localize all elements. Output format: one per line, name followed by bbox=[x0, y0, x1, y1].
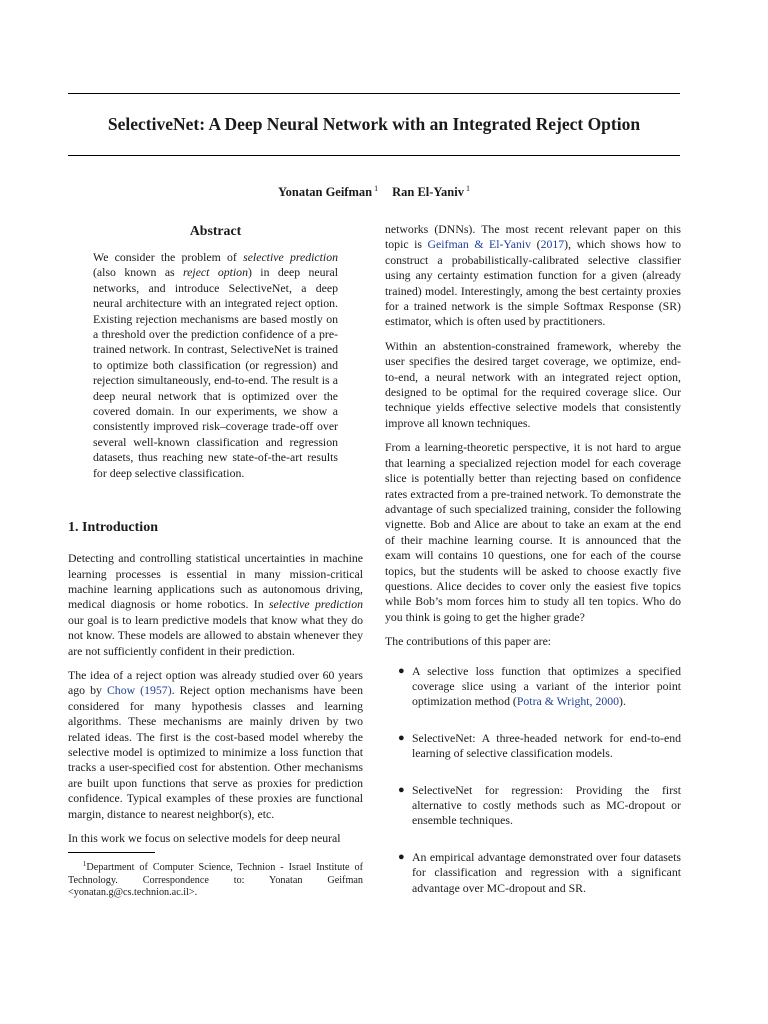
affiliation-footnote: $^1$Department of Computer Science, Technion - Israel Institute of Technology. Correspondence to: Yonatan Geifman <yonatan.g@cs.technion.ac.il>. bbox=[68, 860, 363, 898]
author-list bbox=[68, 181, 680, 200]
contributions-list bbox=[385, 664, 681, 896]
footnote-rule bbox=[68, 852, 155, 853]
citation-link-geifman-year[interactable]: 2017 bbox=[540, 237, 565, 252]
bullet-icon: ● bbox=[398, 783, 405, 796]
citation-link-chow[interactable]: Chow (1957) bbox=[106, 683, 172, 698]
right-column bbox=[385, 222, 681, 917]
title-rule-bottom bbox=[68, 155, 680, 156]
intro-paragraph-3: In this work we focus on selective models for deep neural bbox=[68, 831, 341, 845]
citation-link-geifman[interactable]: Geifman & El-Yaniv bbox=[427, 237, 532, 252]
title-rule-top bbox=[68, 93, 680, 94]
citation-link-potra[interactable]: Potra & Wright, 2000 bbox=[516, 694, 620, 709]
author-name: Yonatan Geifman bbox=[277, 185, 373, 199]
intro-paragraph-5: Within an abstention-constrained framework, whereby the user specifies the desired target coverage, we optimize, end-to-end, a neural network with an integrated reject option, designed to be optimal for the required coverage slice. Our technique yields effective selective models that consistently improve all known techniques. bbox=[385, 338, 681, 430]
intro-paragraph-6: From a learning-theoretic perspective, it is not hard to argue that learning a specialized rejection model for each coverage slice is potentially better than rejecting based on confidence rates extracted from a pre-trained network. To demonstrate the advantage of such specialized training, consider the following vignette. Bob and Alice are about to take an exam at the end of their machine learning course. It is announced that the exam will contains 10 questions, one for each of the course topics, but the students will be asked to choose exactly five questions. Alice decides to cover only the easiest five topics while Bob’s mom forces him to study all ten topics. Who do you think is going to get the higher grade? bbox=[385, 440, 681, 624]
list-item: ● SelectiveNet: A three-headed network for end-to-end learning of selective classification models. bbox=[398, 730, 681, 761]
intro-paragraph-7: The contributions of this paper are: bbox=[385, 634, 552, 649]
section-heading-introduction: 1. Introduction bbox=[68, 520, 158, 536]
bullet-icon: ● bbox=[398, 731, 405, 744]
abstract-heading: Abstract bbox=[189, 223, 242, 238]
list-item: ● SelectiveNet for regression: Providing the first alternative to costly methods such as MC-dropout or ensemble techniques. bbox=[398, 782, 681, 828]
intro-paragraph-2: The idea of a reject option was already studied over 60 years ago by Chow (1957). Reject option mechanisms have been considered for many hypothesis classes and learning algorithms. These mechanisms are mainly driven by two related ideas. The first is the cost-based model whereby the selective model is optimized to minimize a loss function that tracks a user-specified cost for abstention. Other mechanisms are built upon functions that serve as proxies for prediction confidence. Typical examples of these proxies are functional margin, distance to nearest neighbor(s), etc. bbox=[68, 667, 363, 821]
paper-title: SelectiveNet: A Deep Neural Network with an Integrated Reject Option bbox=[107, 114, 641, 134]
author-affiliation: 1 bbox=[374, 184, 379, 193]
left-column bbox=[68, 222, 363, 899]
author-affiliation: 1 bbox=[466, 184, 470, 193]
abstract-text: We consider the problem of selective prediction (also known as reject option) in deep neural networks, and introduce SelectiveNet, a deep neural architecture with an integrated reject option. Existing rejection mechanisms are based mostly on a threshold over the prediction confidence of a pre-trained network. In contrast, SelectiveNet is trained to optimize both classification (or regression) and rejection simultaneously, end-to-end. The result is a deep neural network that is optimized over the covered domain. In our experiments, we show a consistently improved risk–coverage trade-off over several well-known classification and regression datasets, thus reaching new state-of-the-art results for deep selective classification. bbox=[93, 250, 338, 480]
list-item: ● A selective loss function that optimizes a specified coverage slice using a variant of the interior point optimization method (Potra & Wright, 2000). bbox=[398, 663, 681, 709]
intro-paragraph-1: Detecting and controlling statistical uncertainties in machine learning processes is essential in many mission-critical machine learning applications such as autonomous driving, medical diagnosis or home robotics. In selective prediction our goal is to learn predictive models that know what they do not know. These models are allowed to abstain whenever they are not sufficiently confident in their prediction. bbox=[68, 551, 363, 658]
list-item: ● An empirical advantage demonstrated over four datasets for classification and regression with a significant advantage over MC-dropout and SR. bbox=[398, 849, 681, 895]
bullet-icon: ● bbox=[398, 664, 405, 677]
bullet-icon: ● bbox=[398, 850, 405, 863]
author-name: Ran El-Yaniv bbox=[392, 185, 464, 199]
intro-paragraph-4: networks (DNNs). The most recent relevant paper on this topic is Geifman & El-Yaniv (2017), which shows how to construct a probabilistically-calibrated selective classifier using any certainty estimation function for a given (already trained) model. Interestingly, among the best certainty proxies for a trained network is the simple Softmax Response (SR) estimator, which is often used by practitioners. bbox=[385, 222, 681, 329]
